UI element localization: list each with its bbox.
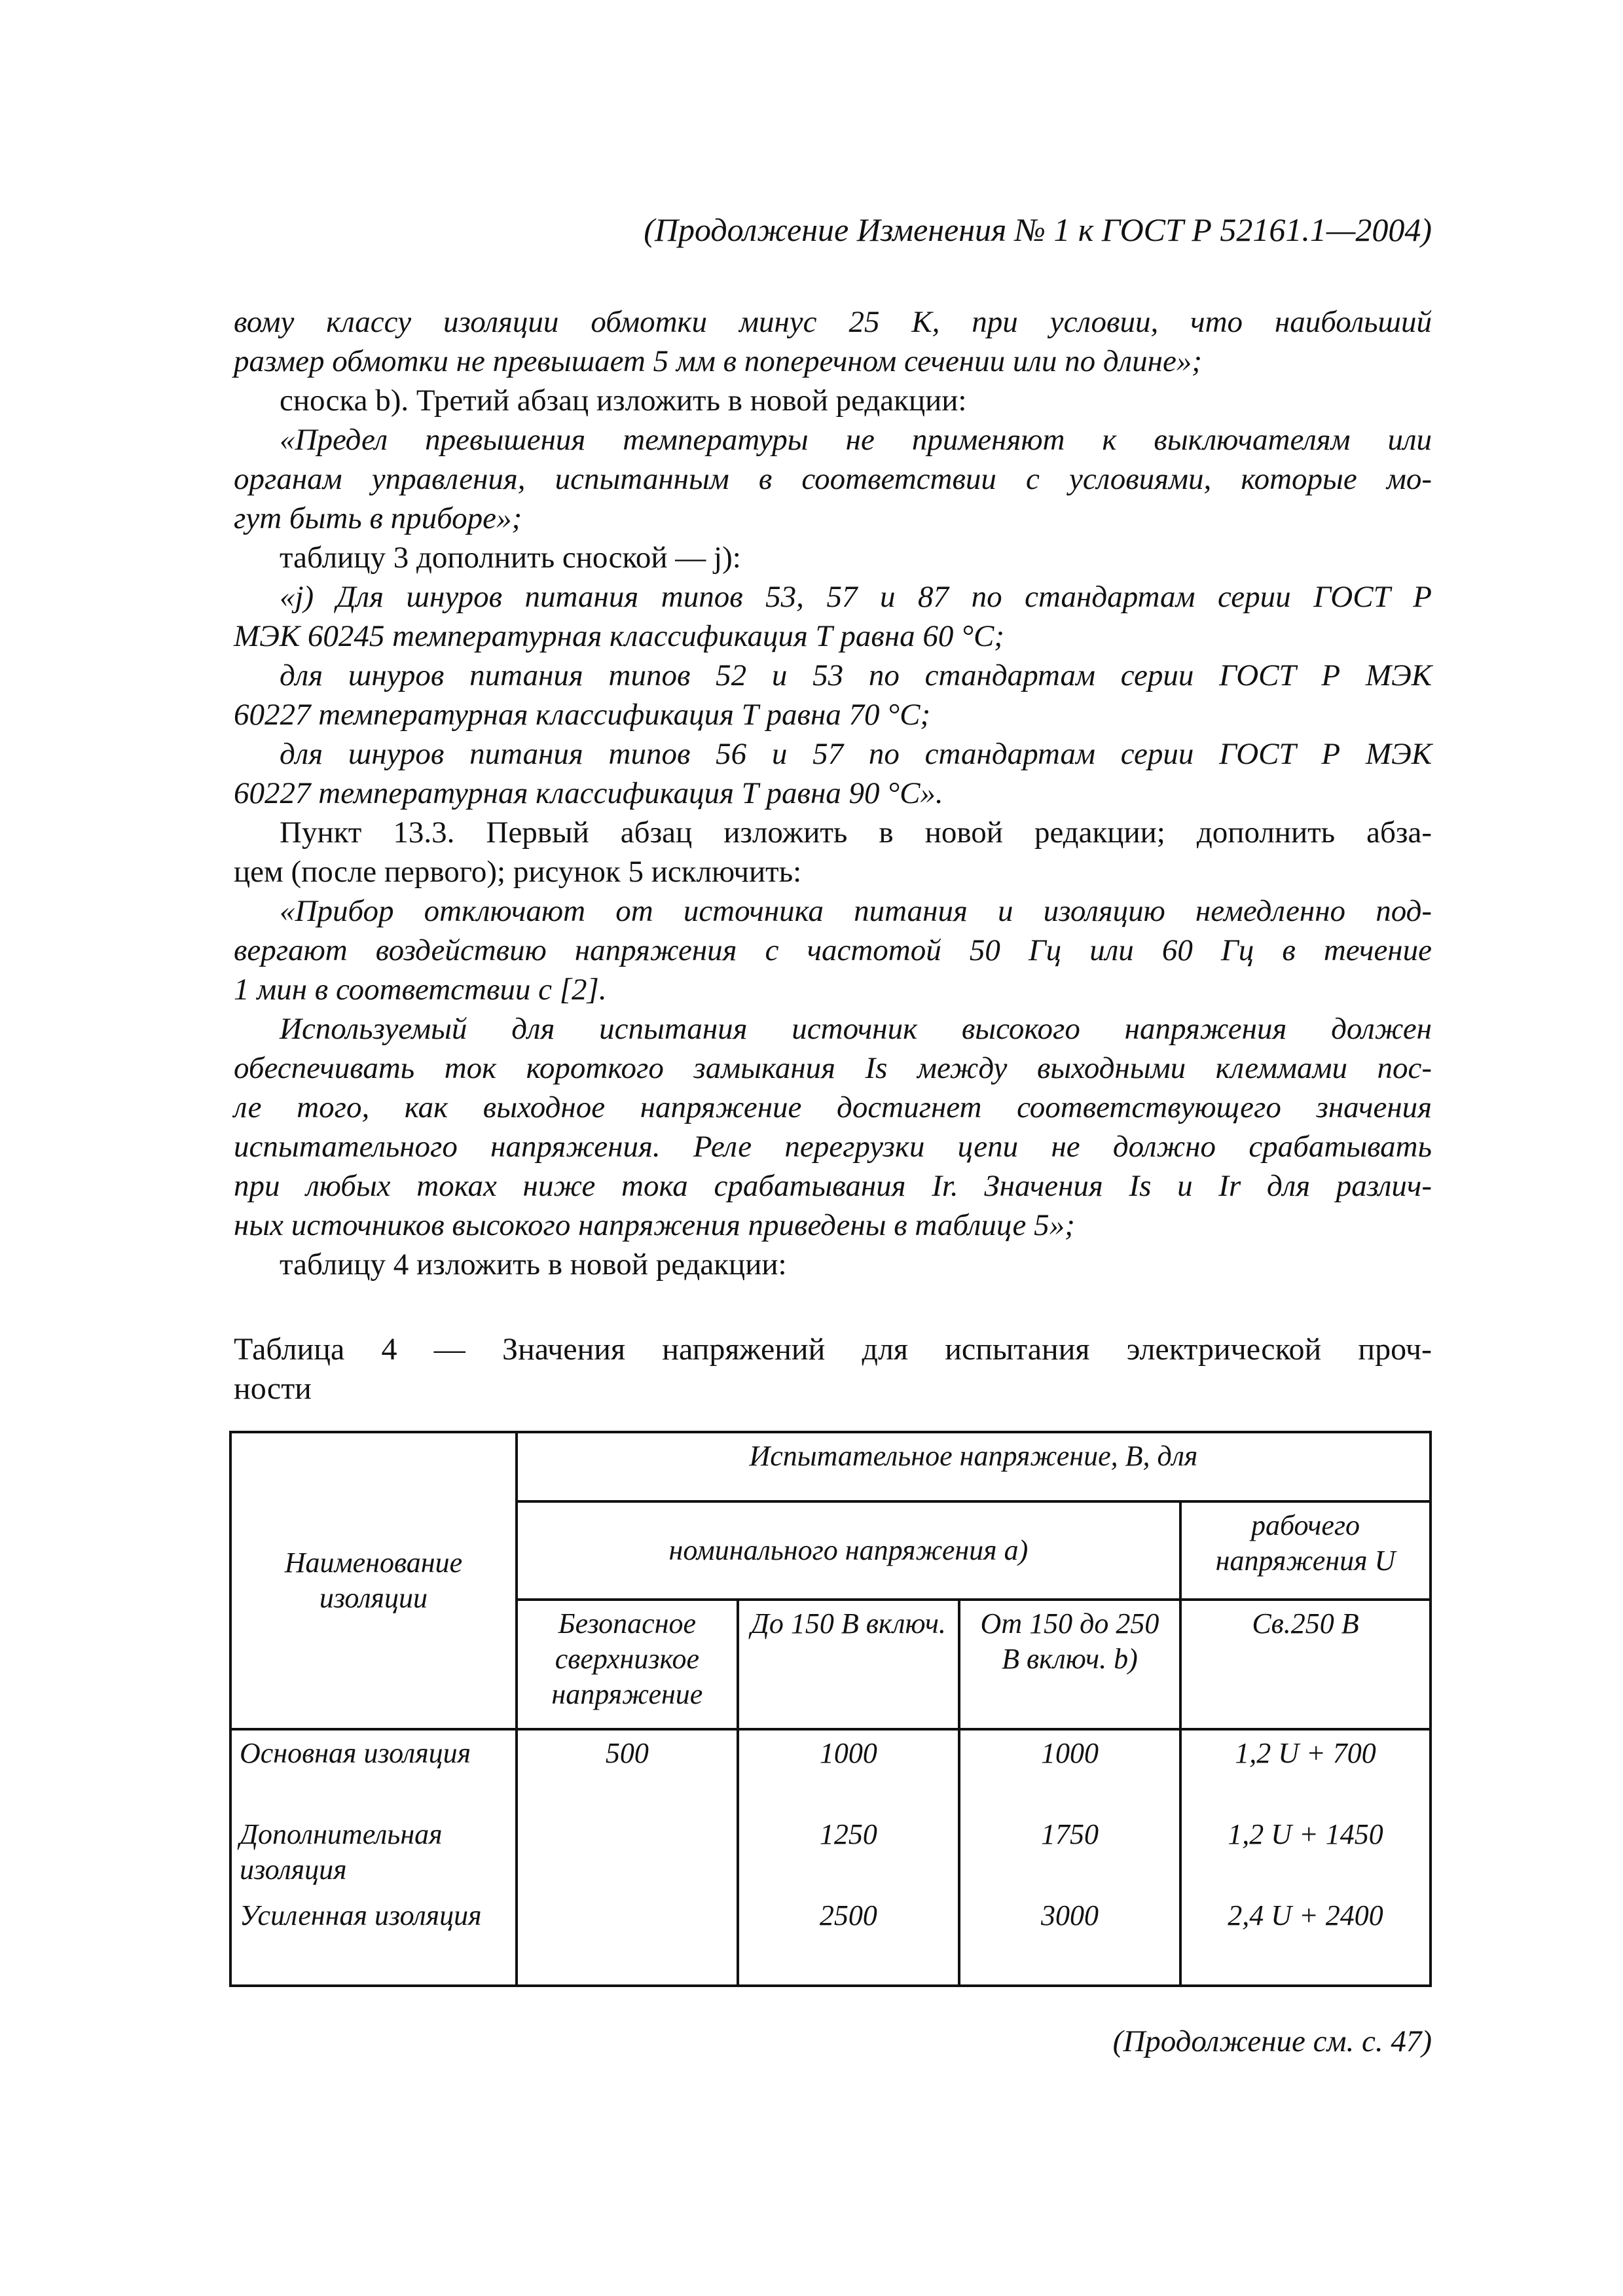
table-caption: ности	[234, 1371, 312, 1406]
cell-value: 1750	[1040, 1818, 1099, 1850]
header-cell: Наименование изоляции	[230, 1432, 517, 1729]
row-label: Дополнительная изоляция	[240, 1818, 443, 1886]
paragraph-line: для шнуров питания типов 56 и 57 по стандартам серии ГОСТ Р МЭК	[280, 737, 1432, 771]
paragraph-line: 60227 температурная классификация Т равна 90 °С».	[234, 776, 943, 810]
cell-value: 2,4 U + 2400	[1228, 1899, 1383, 1931]
voltage-table	[229, 1431, 1432, 1987]
paragraph-line: размер обмотки не превышает 5 мм в поперечном сечении или по длине»;	[234, 344, 1202, 378]
paragraph-line: «Прибор отключают от источника питания и изоляцию немедленно под-	[280, 894, 1432, 928]
cell-value: 1000	[1040, 1737, 1099, 1769]
continuation-note: (Продолжение см. с. 47)	[1112, 2024, 1432, 2058]
cell-value: 1,2 U + 1450	[1228, 1818, 1383, 1850]
table-cell	[738, 1729, 959, 1986]
cell-value	[526, 1817, 729, 1898]
paragraph-line: для шнуров питания типов 52 и 53 по стандартам серии ГОСТ Р МЭК	[280, 658, 1432, 692]
header-cell: Св.250 В	[1180, 1600, 1431, 1729]
table-cell	[1180, 1729, 1431, 1986]
paragraph-line: 60227 температурная классификация Т равна 70 °С;	[234, 698, 931, 732]
cell-value: 500	[605, 1737, 649, 1769]
paragraph-line: вому классу изоляции обмотки минус 25 К, при условии, что наибольший	[234, 305, 1432, 339]
header-cell: Безопасное сверхнизкое напряжение	[517, 1600, 738, 1729]
row-label: Основная изоляция	[240, 1737, 471, 1769]
paragraph-line: «Предел превышения температуры не применяют к выключателям или	[280, 423, 1432, 457]
table-cell	[230, 1729, 517, 1986]
paragraph-line: ле того, как выходное напряжение достигнет соответствующего значения	[234, 1090, 1432, 1124]
header-cell: Испытательное напряжение, В, для	[517, 1432, 1431, 1501]
page-header: (Продолжение Изменения № 1 к ГОСТ Р 52161.1—2004)	[644, 211, 1432, 248]
header-cell: номинального напряжения a)	[517, 1501, 1180, 1600]
cell-value: 1250	[819, 1818, 877, 1850]
paragraph-line: при любых токах ниже тока срабатывания Ir. Значения Is и Ir для различ-	[234, 1169, 1432, 1203]
cell-value: 1000	[819, 1737, 877, 1769]
header-cell: рабочего напряжения U	[1180, 1501, 1431, 1600]
paragraph-line: испытательного напряжения. Реле перегрузки цепи не должно срабатывать	[234, 1130, 1432, 1164]
paragraph-line: 1 мин в соответствии с [2].	[234, 973, 607, 1007]
paragraph-line: органам управления, испытанным в соответствии с условиями, которые мо-	[234, 462, 1432, 496]
paragraph-line: гут быть в приборе»;	[234, 501, 522, 535]
table-cell	[959, 1729, 1180, 1986]
paragraph-line: Пункт 13.3. Первый абзац изложить в новой редакции; дополнить абза-	[280, 816, 1432, 850]
header-cell: От 150 до 250 В включ. b)	[959, 1600, 1180, 1729]
table-caption: Таблица 4 — Значения напряжений для испытания электрической проч-	[234, 1332, 1432, 1367]
header-cell: До 150 В включ.	[738, 1600, 959, 1729]
paragraph-line: таблицу 4 изложить в новой редакции:	[280, 1247, 787, 1282]
paragraph-line: «j) Для шнуров питания типов 53, 57 и 87 по стандартам серии ГОСТ Р	[280, 580, 1432, 614]
paragraph-line: таблицу 3 дополнить сноской — j):	[280, 541, 741, 575]
cell-value: 1,2 U + 700	[1235, 1737, 1376, 1769]
paragraph-line: вергают воздействию напряжения с частотой 50 Гц или 60 Гц в течение	[234, 933, 1432, 967]
cell-value	[526, 1898, 729, 1979]
paragraph-line: МЭК 60245 температурная классификация Т равна 60 °С;	[234, 619, 1004, 653]
cell-value: 2500	[819, 1899, 877, 1931]
paragraph-line: сноска b). Третий абзац изложить в новой редакции:	[280, 384, 967, 418]
paragraph-line: обеспечивать ток короткого замыкания Is между выходными клеммами пос-	[234, 1051, 1432, 1085]
paragraph-line: Используемый для испытания источник высокого напряжения должен	[280, 1012, 1432, 1046]
paragraph-line: ных источников высокого напряжения приведены в таблице 5»;	[234, 1208, 1075, 1242]
cell-value: 3000	[1040, 1899, 1099, 1931]
paragraph-line: цем (после первого); рисунок 5 исключить:	[234, 855, 802, 889]
row-label: Усиленная изоляция	[240, 1899, 482, 1931]
table-cell	[517, 1729, 738, 1986]
